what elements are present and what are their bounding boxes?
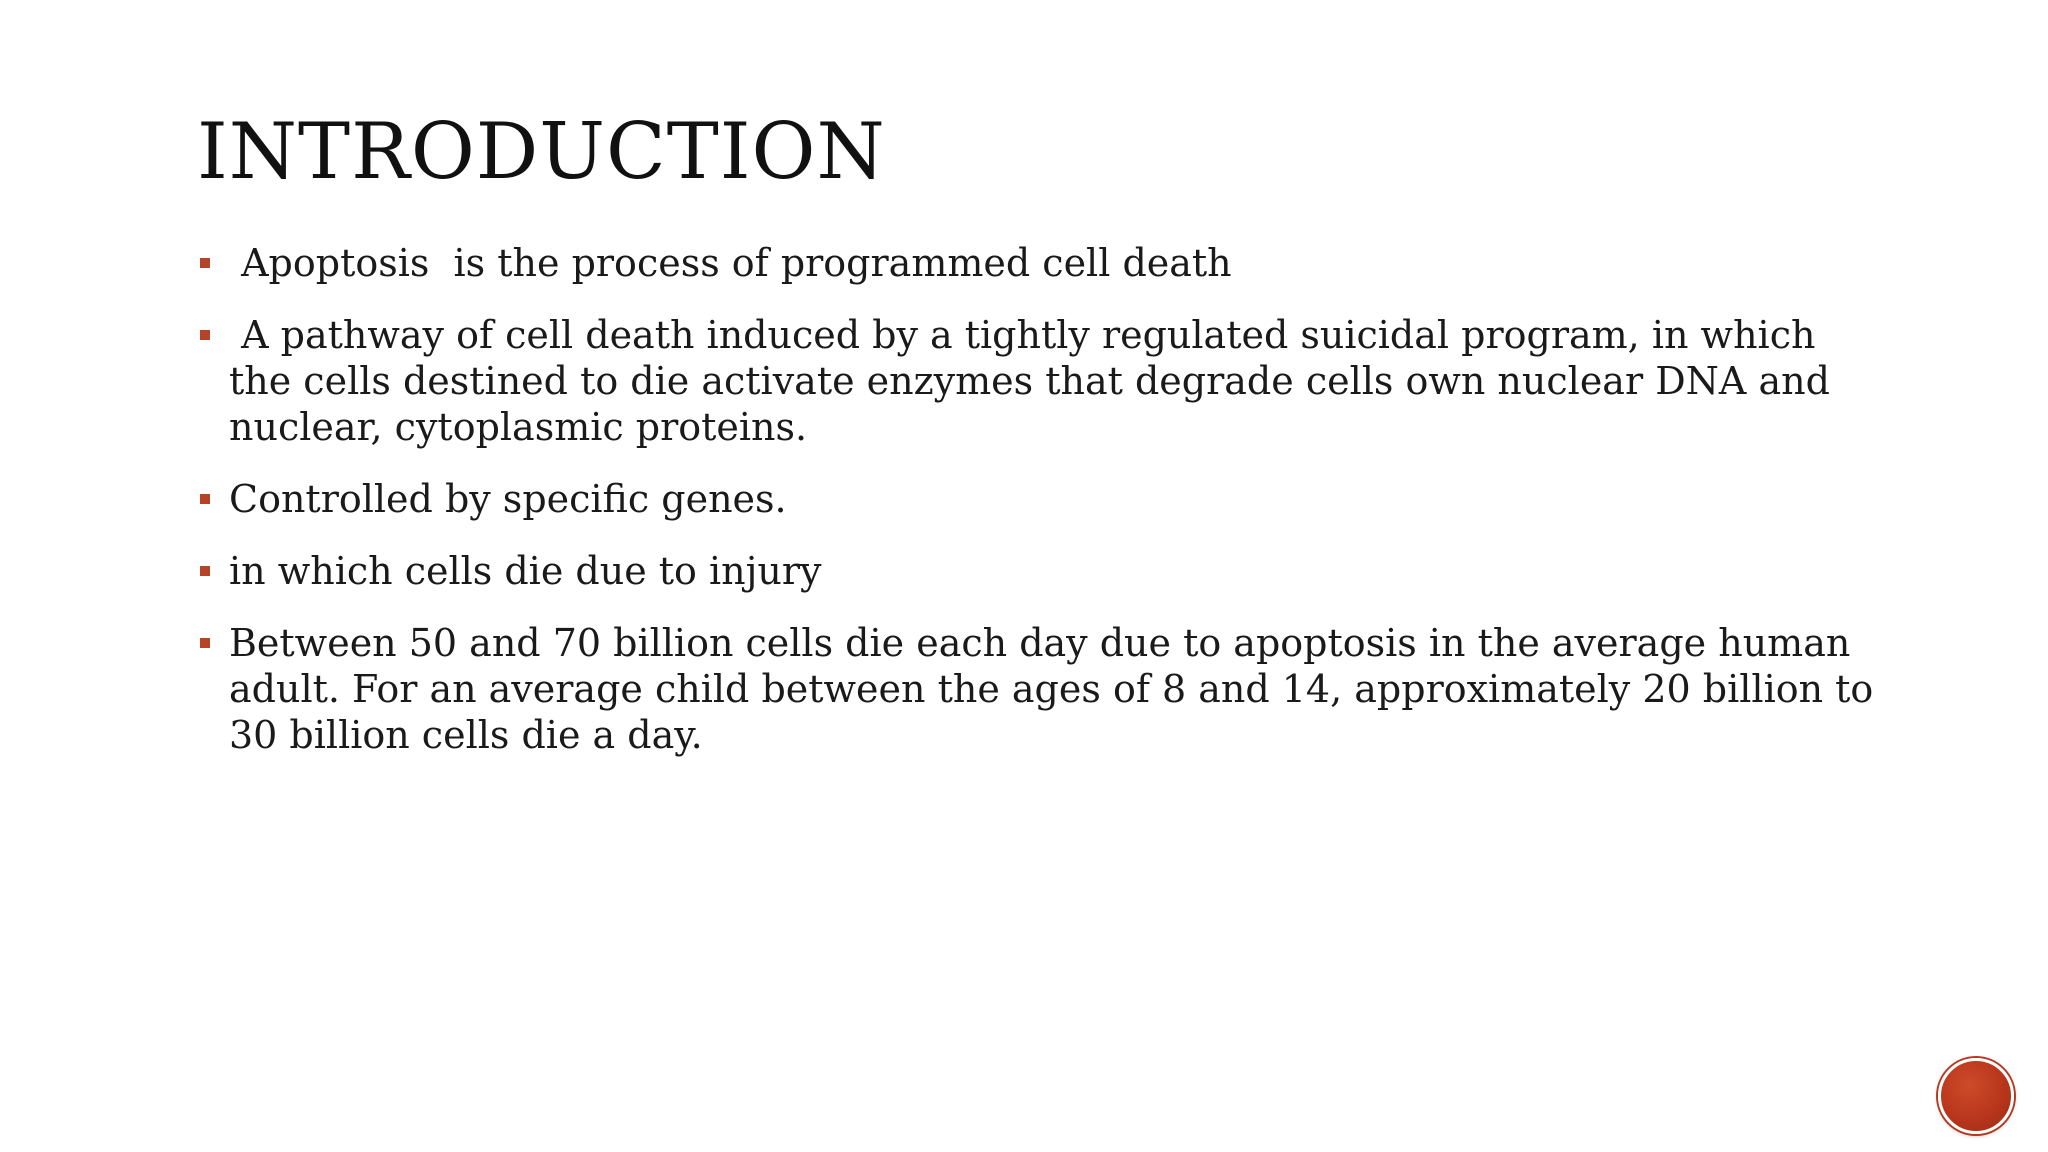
bullet-item — [197, 620, 1877, 758]
square-bullet-icon — [200, 566, 210, 576]
bullet-text: A pathway of cell death induced by a tightly regulated suicidal program, in which the cells destined to die activate enzymes that degrade cells own nuclear DNA and nuclear, cytoplasmic proteins. — [229, 313, 1842, 449]
bullet-text: Apoptosis is the process of programmed cell death — [229, 241, 1232, 285]
bullet-text: in which cells die due to injury — [229, 549, 822, 593]
bullet-text: Controlled by specific genes. — [229, 477, 787, 521]
bullet-list — [197, 240, 1877, 784]
bullet-item — [197, 240, 1877, 286]
bullet-text: Between 50 and 70 billion cells die each day due to apoptosis in the average human adult. For an average child between the ages of 8 and 14, approximately 20 billion to 30 billion cells die a day. — [229, 621, 1874, 757]
square-bullet-icon — [200, 330, 210, 340]
slide-title: INTRODUCTION — [197, 107, 886, 197]
square-bullet-icon — [200, 494, 210, 504]
circle-nav-icon[interactable] — [1938, 1058, 2014, 1134]
bullet-item — [197, 476, 1877, 522]
square-bullet-icon — [200, 638, 210, 648]
square-bullet-icon — [200, 258, 210, 268]
bullet-item — [197, 312, 1877, 450]
bullet-item — [197, 548, 1877, 594]
